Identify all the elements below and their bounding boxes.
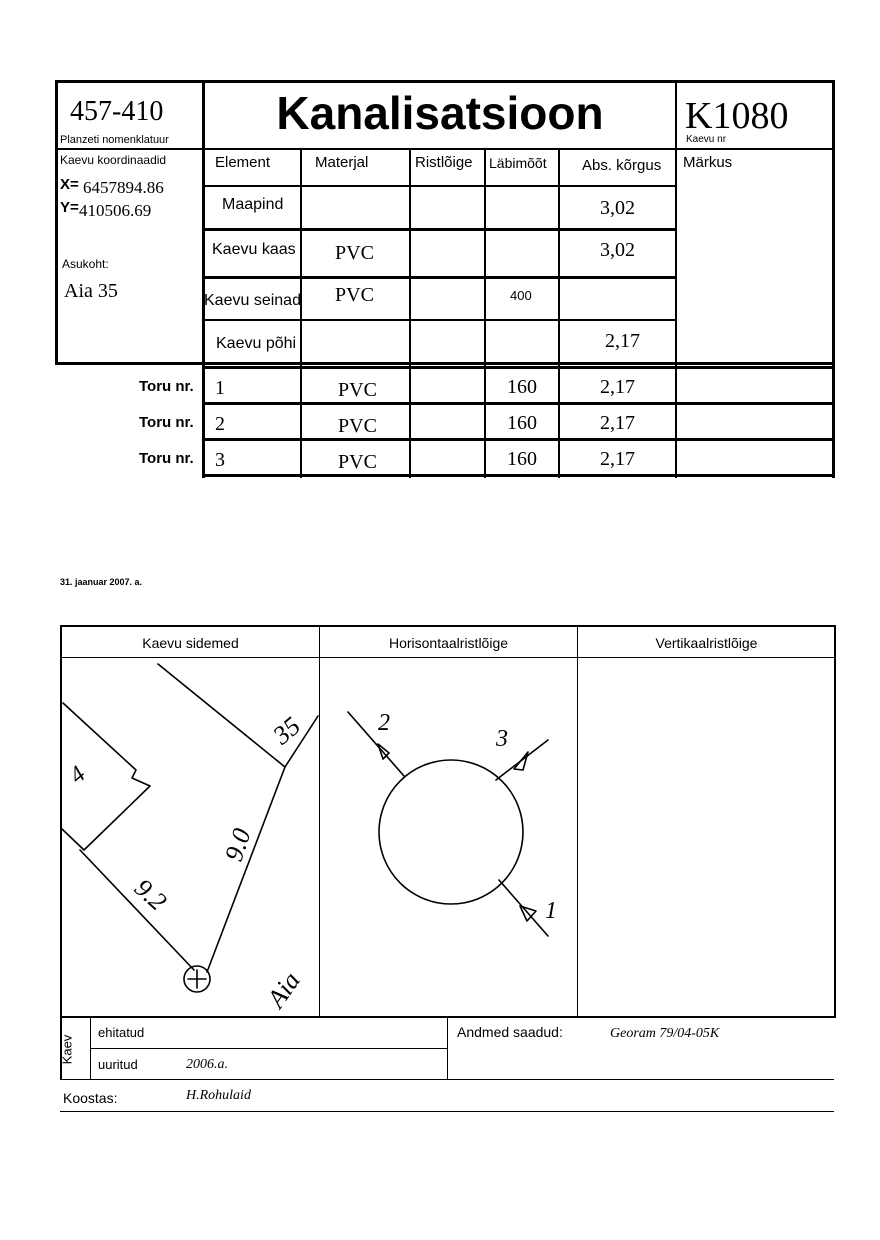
row-element: Kaevu põhi [216,335,297,352]
pipe-material: PVC [338,451,377,473]
panel-title-links: Kaevu sidemed [142,635,239,651]
well-number: K1080 [685,95,789,137]
pipe-material: PVC [338,415,377,437]
pipe-2-label: 2 [378,710,390,736]
y-value: 410506.69 [79,201,152,220]
col-header-diameter: Läbimõõt [489,155,547,171]
location-value: Aia 35 [64,280,118,302]
x-label: X= [60,176,79,193]
col-header-note: Märkus [683,154,733,171]
page-title: Kanalisatsioon [276,87,604,139]
nomenclature-value: 457-410 [70,96,164,127]
pipe-label: Toru nr. [139,414,194,431]
pipe-height: 2,17 [600,376,635,398]
pipe-diameter: 160 [507,448,537,470]
distance-92-label: 9.2 [128,872,173,917]
coords-label: Kaevu koordinaadid [60,153,167,167]
building-number-label: 4 [64,761,91,789]
surveyed-value: 2006.a. [186,1057,228,1072]
data-source-label: Andmed saadud: [457,1024,563,1040]
distance-line-b [80,850,194,970]
distance-line-a [207,767,285,972]
built-label: ehitatud [98,1025,145,1040]
compiled-value: H.Rohulaid [186,1088,251,1103]
pipe-3-label: 3 [496,726,508,752]
surveyed-label: uuritud [98,1057,138,1072]
row-element: Kaevu kaas [212,241,296,258]
street-label: Aia [261,966,306,1013]
col-header-material: Materjal [315,154,369,171]
nomenclature-label: Planzeti nomenklatuur [60,134,169,146]
location-label: Asukoht: [62,257,109,271]
distance-35-label: 35 [267,711,306,751]
pipe-2-line [348,712,404,776]
pipe-material: PVC [338,379,377,401]
pipe-label: Toru nr. [139,450,194,467]
arrow-3 [514,752,528,770]
pipe-1-line [499,880,548,936]
y-label: Y= [60,199,79,216]
data-source-value: Georam 79/04-05K [610,1026,720,1041]
row-material: PVC [335,242,374,264]
pipe-number: 1 [215,377,225,399]
row-element: Kaevu seinad [204,292,301,309]
panel-title-horizontal: Horisontaalristlõige [388,635,509,651]
document-date: 31. jaanuar 2007. a. [60,577,143,587]
kaev-label: Kaev [59,1034,75,1065]
pipe-number: 2 [215,413,225,435]
row-height: 3,02 [600,197,635,219]
pipe-1-label: 1 [545,898,557,924]
row-material: PVC [335,284,374,306]
distance-90-label: 9.0 [218,824,257,865]
pipe-diameter: 160 [507,376,537,398]
row-height: 2,17 [605,330,640,352]
pipe-height: 2,17 [600,412,635,434]
pipe-diameter: 160 [507,412,537,434]
property-line [158,664,318,767]
panel-title-vertical: Vertikaalristlõige [655,635,758,651]
row-diameter: 400 [510,288,532,303]
row-height: 3,02 [600,239,635,261]
x-value: 6457894.86 [83,178,164,197]
pipe-number: 3 [215,449,225,471]
pipe-label: Toru nr. [139,378,194,395]
col-header-cross: Ristlõige [415,154,473,171]
compiled-label: Koostas: [63,1090,118,1106]
well-number-label: Kaevu nr [686,134,727,145]
row-element: Maapind [222,196,284,213]
pipe-height: 2,17 [600,448,635,470]
col-header-height: Abs. kõrgus [582,157,662,174]
col-header-element: Element [215,154,271,171]
